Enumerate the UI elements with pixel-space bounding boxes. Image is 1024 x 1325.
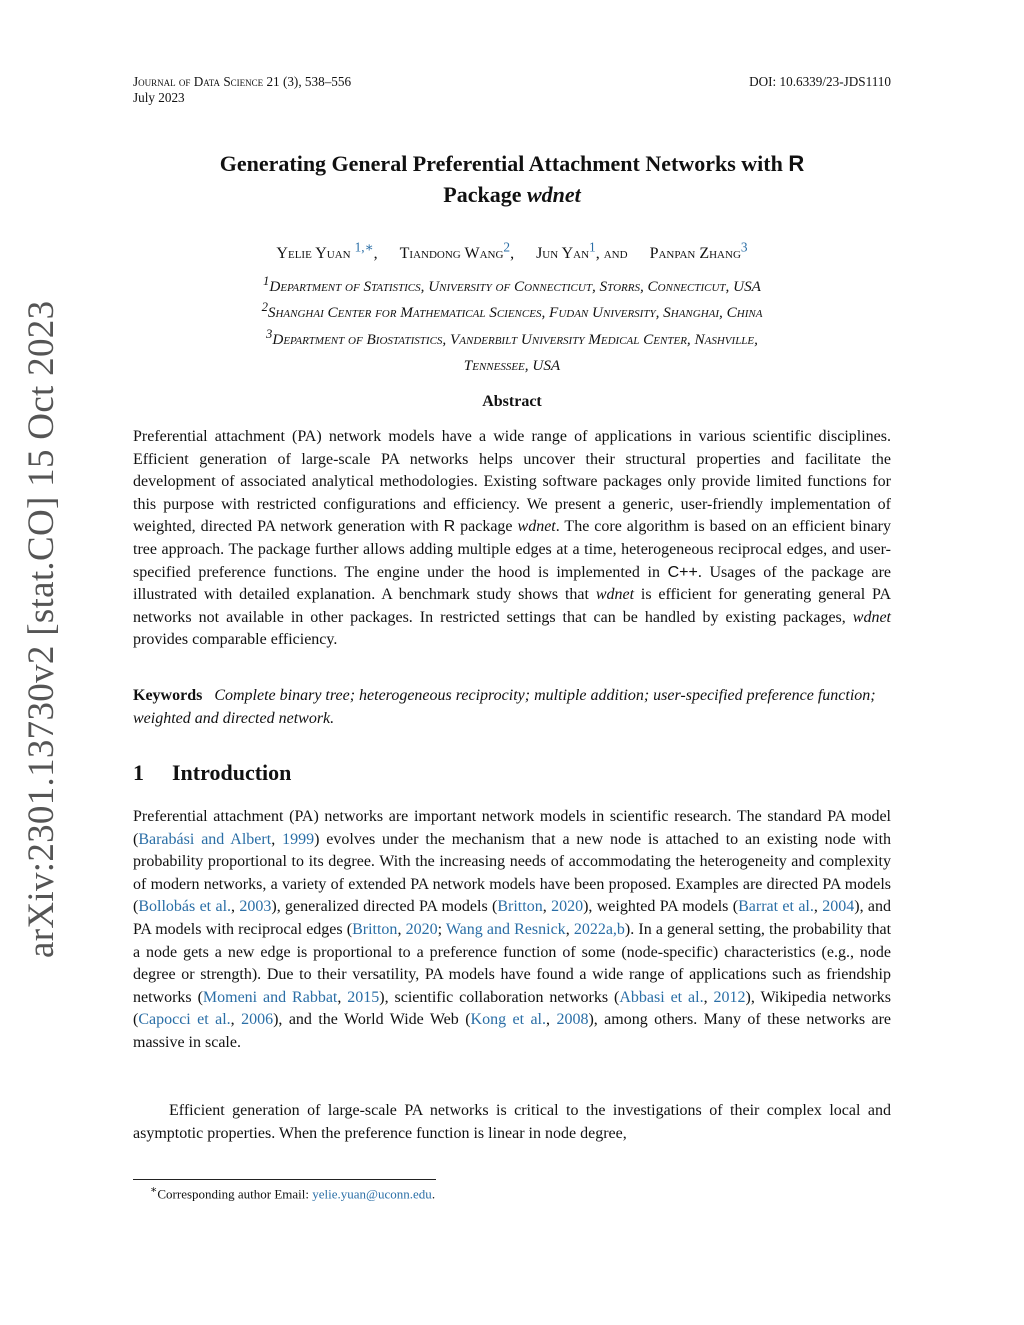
text: Preferential attachment (PA) networks are important network models in scientific research. The standard PA model ( bbox=[133, 808, 891, 848]
text: , bbox=[813, 898, 818, 916]
text: , bbox=[231, 898, 236, 916]
citation-year-link[interactable]: 2012 bbox=[713, 988, 746, 1006]
abstract-text: . Usages of the package are illustrated with detailed explanation. A benchmark study shows that bbox=[133, 563, 891, 604]
author-name: Tiandong Wang bbox=[399, 245, 504, 263]
author-item bbox=[276, 240, 378, 263]
text: ), and the World Wide Web ( bbox=[273, 1011, 471, 1029]
title-line-1: Generating General Preferential Attachment Networks with bbox=[219, 151, 783, 176]
package-name: wdnet bbox=[852, 608, 891, 626]
author-name: Jun Yan bbox=[536, 245, 590, 263]
author-affil-mark[interactable]: 1 bbox=[589, 240, 596, 255]
citation-link[interactable]: Bollobás et al. bbox=[138, 898, 232, 916]
doi[interactable]: DOI: 10.6339/23-JDS1110 bbox=[749, 74, 891, 89]
abstract-text: . The core algorithm is based on an efficient binary tree approach. The package further allows adding multiple edges at a time, heterogeneous reciprocal edges, and user-specified preference functions. The engine under the hood is implemented in bbox=[133, 518, 891, 581]
affiliation bbox=[133, 324, 891, 350]
text: , bbox=[542, 898, 547, 916]
package-name: wdnet bbox=[517, 518, 556, 536]
abstract-heading: Abstract bbox=[482, 393, 542, 410]
citation-link[interactable]: Barabási and Albert bbox=[138, 830, 272, 848]
text: ; bbox=[437, 920, 443, 938]
citation-year-link[interactable]: 2022a,b bbox=[573, 920, 625, 938]
text: , bbox=[546, 1011, 551, 1029]
text: ), scientific collaboration networks ( bbox=[379, 988, 620, 1006]
journal-citation: Journal of Data Science 21 (3), 538–556 bbox=[133, 74, 352, 89]
abstract-text: Preferential attachment (PA) network models have a wide range of applications in various scientific disciplines. Efficient generation of large-scale PA networks helps uncover their structural properties and facilitate the development of associated analytical methodologies. Existing software packages only provide limited functions for this purpose with restricted configurations and efficiency. We present a generic, user-friendly implementation of weighted, directed PA network generation with bbox=[133, 428, 891, 536]
affil-mark: 1 bbox=[263, 274, 270, 288]
keywords-text: Complete binary tree; heterogeneous reciprocity; multiple addition; user-specified preference function; weighted and directed network. bbox=[133, 687, 876, 727]
author-affil-mark[interactable]: 2 bbox=[503, 240, 511, 255]
running-header bbox=[133, 74, 891, 106]
arxiv-sidebar-stamp: arXiv:2301.13730v2 [stat.CO] 15 Oct 2023 bbox=[21, 300, 62, 958]
affiliation-list bbox=[133, 271, 891, 376]
abstract-body bbox=[133, 426, 891, 652]
text: , bbox=[397, 920, 402, 938]
title-package-word: Package bbox=[443, 182, 522, 207]
text: ), among others. Many of these networks are massive in scale. bbox=[133, 1011, 892, 1051]
author-affil-mark[interactable]: 1,∗ bbox=[354, 240, 374, 255]
affil-mark: 3 bbox=[266, 326, 273, 341]
section-heading bbox=[133, 760, 291, 786]
email-link[interactable]: yelie.yuan@uconn.edu bbox=[312, 1186, 432, 1202]
footnote bbox=[150, 1183, 435, 1202]
text: , bbox=[565, 920, 570, 938]
abstract-text: package bbox=[460, 518, 513, 536]
keywords-label: Keywords bbox=[133, 687, 203, 704]
author-affil-mark[interactable]: 3 bbox=[740, 240, 748, 255]
citation-year-link[interactable]: 2008 bbox=[556, 1011, 589, 1029]
citation-link[interactable]: Abbasi et al. bbox=[619, 988, 704, 1006]
text: , bbox=[337, 988, 342, 1006]
footnote-rule bbox=[133, 1179, 436, 1180]
intro-paragraph-1 bbox=[133, 806, 891, 1055]
text: , bbox=[230, 1011, 235, 1029]
text: , bbox=[271, 830, 276, 848]
text: ), weighted PA models ( bbox=[583, 898, 739, 916]
affil-mark: 2 bbox=[261, 300, 268, 315]
intro-paragraph-2: Efficient generation of large-scale PA networks is critical to the investigations of their complex local and asymptotic properties. When the preference function is linear in node degree, bbox=[133, 1102, 891, 1142]
footnote-mark: ∗ bbox=[150, 1184, 158, 1196]
affiliation bbox=[133, 271, 891, 297]
abstract-text: is efficient for generating general PA networks not available in other packages. In restricted settings that can be handled by existing packages, bbox=[133, 586, 892, 626]
title-package-name: wdnet bbox=[526, 182, 581, 207]
abstract-text: provides comparable efficiency. bbox=[133, 631, 338, 649]
author-list bbox=[133, 240, 891, 263]
citation-year-link[interactable]: 2020 bbox=[551, 898, 584, 916]
cpp-glyph: C++ bbox=[667, 563, 698, 581]
text: ), generalized directed PA models ( bbox=[271, 898, 498, 916]
citation-year-link[interactable]: 2006 bbox=[241, 1011, 274, 1029]
affil-text: Shanghai Center for Mathematical Sciences, Fudan University, Shanghai, China bbox=[267, 304, 763, 322]
citation-year-link[interactable]: 2004 bbox=[822, 898, 855, 916]
citation-year-link[interactable]: 2003 bbox=[239, 898, 272, 916]
title-r-glyph: R bbox=[788, 151, 805, 176]
affil-text: Department of Biostatistics, Vanderbilt University Medical Center, Nashville, bbox=[272, 330, 758, 348]
affiliation bbox=[133, 350, 891, 376]
citation-year-link[interactable]: 2015 bbox=[347, 988, 380, 1006]
text: ), and PA models with reciprocal edges ( bbox=[133, 898, 892, 938]
author-name: Yelie Yuan bbox=[276, 245, 351, 263]
citation-link[interactable]: Britton bbox=[352, 920, 398, 938]
author-sep: , and bbox=[595, 245, 628, 263]
affil-text: Department of Statistics, University of Connecticut, Storrs, Connecticut, USA bbox=[269, 278, 761, 296]
section-title: Introduction bbox=[172, 760, 292, 785]
paper-title bbox=[133, 148, 891, 210]
citation-year-link[interactable]: 2020 bbox=[405, 920, 438, 938]
footnote-end: . bbox=[431, 1186, 436, 1202]
author-item bbox=[536, 240, 628, 263]
text: ) evolves under the mechanism that a new node is attached to an existing node with probability proportional to its degree. With the increasing needs of accommodating the heterogeneity and complexity of modern networks, a variety of extended PA network models have been proposed. Examples are directed PA models ( bbox=[133, 830, 892, 916]
text: ), Wikipedia networks ( bbox=[133, 988, 892, 1029]
citation-link[interactable]: Wang and Resnick bbox=[445, 920, 566, 938]
citation-link[interactable]: Barrat et al. bbox=[738, 898, 814, 916]
citation-link[interactable]: Momeni and Rabbat bbox=[202, 988, 338, 1006]
footnote-text: Corresponding author Email: bbox=[157, 1186, 310, 1202]
text: , bbox=[703, 988, 708, 1006]
keywords bbox=[133, 685, 891, 730]
author-sep: , bbox=[373, 245, 378, 263]
author-name: Panpan Zhang bbox=[649, 245, 741, 263]
author-item bbox=[399, 240, 515, 263]
citation-link[interactable]: Capocci et al. bbox=[138, 1011, 231, 1029]
author-sep: , bbox=[510, 245, 515, 263]
citation-link[interactable]: Kong et al. bbox=[470, 1011, 547, 1029]
text: ). In a general setting, the probability that a node gets a new edge is proportional to a preference function of some (node-specific) characteristics (e.g., node degree or strength). Due to their versatility, PA models have found a wide range of applications such as friendship networks ( bbox=[133, 920, 892, 1006]
publication-date: July 2023 bbox=[133, 90, 185, 105]
author-item bbox=[649, 240, 748, 263]
section-number: 1 bbox=[133, 760, 144, 785]
citation-link[interactable]: Britton bbox=[497, 898, 543, 916]
r-glyph: R bbox=[443, 518, 456, 536]
package-name: wdnet bbox=[595, 586, 635, 604]
affil-text: Tennessee, USA bbox=[463, 357, 561, 375]
citation-year-link[interactable]: 1999 bbox=[282, 830, 315, 848]
affiliation bbox=[133, 297, 891, 323]
